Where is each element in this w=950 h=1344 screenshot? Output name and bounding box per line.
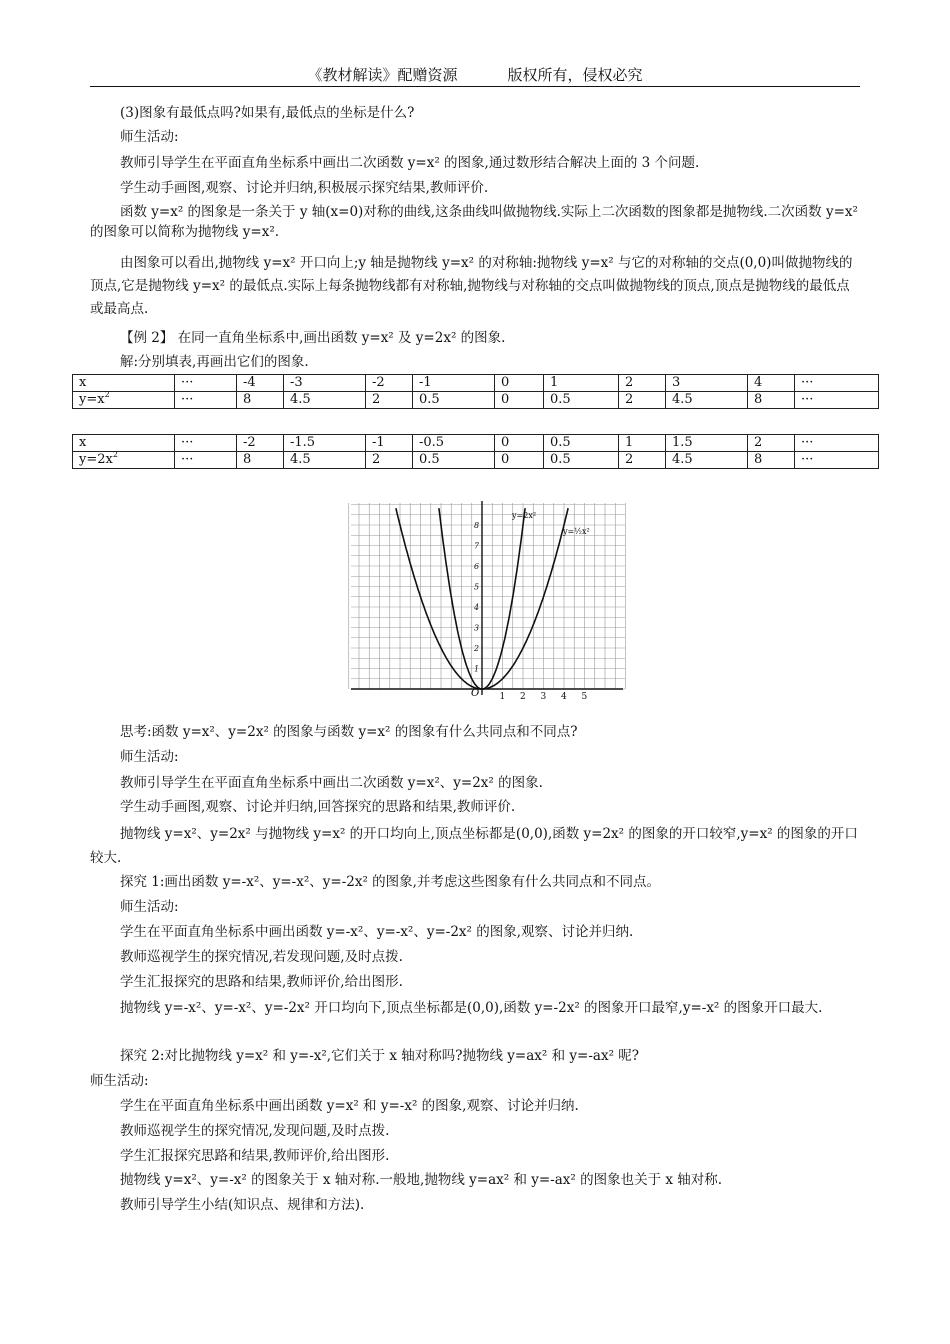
- table-cell: -1.5: [284, 435, 366, 452]
- table-cell: 0: [495, 375, 544, 392]
- solution: 解:分别填表,再画出它们的图象.: [120, 354, 309, 370]
- paragraph: 函数 y=x² 的图象是一条关于 y 轴(x=0)对称的曲线,这条曲线叫做抛物线.实际上二次函数的图象都是抛物线.二次函数 y=x² 的图象可以简称为抛物线 y=x².: [90, 204, 858, 240]
- paragraph: 学生汇报探究的思路和结果,教师评价,给出图形.: [120, 974, 403, 990]
- table-cell: $y=x^2$: [73, 392, 175, 409]
- question-3: (3)图象有最低点吗?如果有,最低点的坐标是什么?: [120, 105, 415, 121]
- table-row: [73, 392, 879, 409]
- table-cell: 0.5: [544, 392, 619, 409]
- table-cell: 2: [619, 452, 666, 469]
- table-cell: 0.5: [413, 392, 495, 409]
- summary: 教师引导学生小结(知识点、规律和方法).: [120, 1197, 365, 1213]
- paragraph: 学生动手画图,观察、讨论并归纳,回答探究的思路和结果,教师评价.: [120, 799, 516, 815]
- table-cell: 0.5: [544, 452, 619, 469]
- table-cell: 8: [748, 452, 795, 469]
- explore-1: 探究 1:画出函数 y=-x²、y=-x²、y=-2x² 的图象,并考虑这些图象有什么共同点和不同点。: [120, 874, 660, 890]
- example-2: 【例 2】 在同一直角坐标系中,画出函数 y=x² 及 y=2x² 的图象.: [120, 330, 506, 346]
- paragraph: 由图象可以看出,抛物线 y=x² 开口向上;y 轴是抛物线 y=x² 的对称轴:抛物线 y=x² 与它的对称轴的交点(0,0)叫做抛物线的顶点,它是抛物线 y=x² 的最低点.实际上每条抛物线都有对称轴,抛物线与对称轴的交点叫做抛物线的顶点,顶点是抛物线的最低点或最高点.: [90, 255, 853, 317]
- table-cell: 4.5: [666, 452, 748, 469]
- activity-label: 师生活动:: [120, 749, 179, 765]
- header-right: 版权所有，侵权必究: [507, 66, 643, 84]
- table-cell: -3: [284, 375, 366, 392]
- table-cell: -2: [237, 435, 284, 452]
- table-cell: 1: [544, 375, 619, 392]
- table-cell: 2: [619, 392, 666, 409]
- table-row: [73, 375, 879, 392]
- table-cell: 4: [748, 375, 795, 392]
- table-cell: 0: [495, 392, 544, 409]
- table-cell: ···: [175, 375, 237, 392]
- value-table-1: [72, 374, 879, 409]
- table-cell: -1: [366, 435, 413, 452]
- y-tick-label: 7: [474, 541, 480, 551]
- table-cell: 8: [748, 392, 795, 409]
- label-y-2x2: y=2x²: [512, 511, 537, 520]
- table-cell: 4.5: [284, 452, 366, 469]
- activity-label: 师生活动:: [120, 899, 179, 915]
- origin-label: O: [471, 688, 480, 699]
- paragraph: 抛物线 y=-x²、y=-x²、y=-2x² 开口均向下,顶点坐标都是(0,0),函数 y=-2x² 的图象开口最窄,y=-x² 的图象开口最大.: [120, 1000, 823, 1016]
- paragraph: 学生动手画图,观察、讨论并归纳,积极展示探究结果,教师评价.: [120, 180, 489, 196]
- x-tick-label: 4: [561, 692, 567, 700]
- paragraph: 教师巡视学生的探究情况,发现问题,及时点拨.: [120, 1123, 390, 1139]
- y-tick-label: 6: [474, 562, 480, 571]
- activity-label: 师生活动:: [120, 129, 179, 145]
- table-cell: 0: [495, 452, 544, 469]
- table-cell: 2: [366, 452, 413, 469]
- table-cell: 0.5: [544, 435, 619, 452]
- paragraph: 抛物线 y=x²、y=-x² 的图象关于 x 轴对称.一般地,抛物线 y=ax² 和 y=-ax² 的图象也关于 x 轴对称.: [120, 1172, 723, 1188]
- table-cell: 4.5: [666, 392, 748, 409]
- paragraph: 教师引导学生在平面直角坐标系中画出二次函数 y=x² 的图象,通过数形结合解决上面的 3 个问题.: [120, 155, 700, 171]
- paragraph: 学生在平面直角坐标系中画出函数 y=-x²、y=-x²、y=-2x² 的图象,观察、讨论并归纳.: [120, 924, 634, 940]
- think-question: 思考:函数 y=x²、y=2x² 的图象与函数 y=x² 的图象有什么共同点和不同点?: [120, 724, 578, 740]
- table-cell: 1: [619, 435, 666, 452]
- table-cell: x: [73, 435, 175, 452]
- y-tick-label: 8: [474, 521, 480, 530]
- table-cell: ···: [175, 435, 237, 452]
- table-cell: 2: [619, 375, 666, 392]
- paragraph: 学生汇报探究思路和结果,教师评价,给出图形.: [120, 1148, 390, 1164]
- table-cell: 0.5: [413, 452, 495, 469]
- table-row: [73, 452, 879, 469]
- paragraph: 抛物线 y=x²、y=2x² 与抛物线 y=x² 的开口均向上,顶点坐标都是(0,0),函数 y=2x² 的图象的开口较窄,y=x² 的图象的开口较大.: [90, 826, 858, 866]
- table-cell: -4: [237, 375, 284, 392]
- table-cell: 8: [237, 452, 284, 469]
- table-cell: ···: [795, 375, 879, 392]
- paragraph: 教师引导学生在平面直角坐标系中画出二次函数 y=x²、y=2x² 的图象.: [120, 775, 543, 791]
- table-cell: 8: [237, 392, 284, 409]
- table-cell: $y=2x^2$: [73, 452, 175, 469]
- table-cell: ···: [795, 435, 879, 452]
- x-tick-label: 2: [520, 692, 526, 700]
- paragraph: 学生在平面直角坐标系中画出函数 y=x² 和 y=-x² 的图象,观察、讨论并归纳.: [120, 1098, 579, 1114]
- table-cell: 0: [495, 435, 544, 452]
- y-tick-label: 2: [474, 644, 480, 653]
- activity-label: 师生活动:: [90, 1073, 149, 1089]
- table-cell: -0.5: [413, 435, 495, 452]
- x-tick-label: 3: [540, 692, 547, 700]
- label-y-half-x2: y=½x²: [563, 527, 590, 536]
- table-cell: 3: [666, 375, 748, 392]
- y-tick-label: 4: [474, 603, 480, 612]
- explore-2: 探究 2:对比抛物线 y=x² 和 y=-x²,它们关于 x 轴对称吗?抛物线 y=ax² 和 y=-ax² 呢?: [120, 1048, 640, 1064]
- y-tick-label: 3: [474, 623, 480, 633]
- parabola-figure: [345, 497, 630, 700]
- table-row: [73, 435, 879, 452]
- table-cell: -2: [366, 375, 413, 392]
- x-tick-label: 5: [581, 692, 588, 700]
- table-cell: ···: [795, 392, 879, 409]
- table-cell: -1: [413, 375, 495, 392]
- table-cell: 2: [748, 435, 795, 452]
- table-cell: ···: [175, 452, 237, 469]
- table-cell: x: [73, 375, 175, 392]
- table-cell: 4.5: [284, 392, 366, 409]
- page-header: [90, 64, 860, 87]
- y-tick-label: 1: [474, 664, 480, 674]
- value-table-2: [72, 434, 879, 469]
- y-tick-label: 5: [474, 582, 480, 592]
- x-tick-label: 1: [499, 692, 506, 700]
- table-cell: ···: [795, 452, 879, 469]
- table-cell: ···: [175, 392, 237, 409]
- table-cell: 1.5: [666, 435, 748, 452]
- table-cell: 2: [366, 392, 413, 409]
- paragraph: 教师巡视学生的探究情况,若发现问题,及时点拨.: [120, 949, 403, 965]
- header-left: 《教材解读》配赠资源: [307, 66, 458, 84]
